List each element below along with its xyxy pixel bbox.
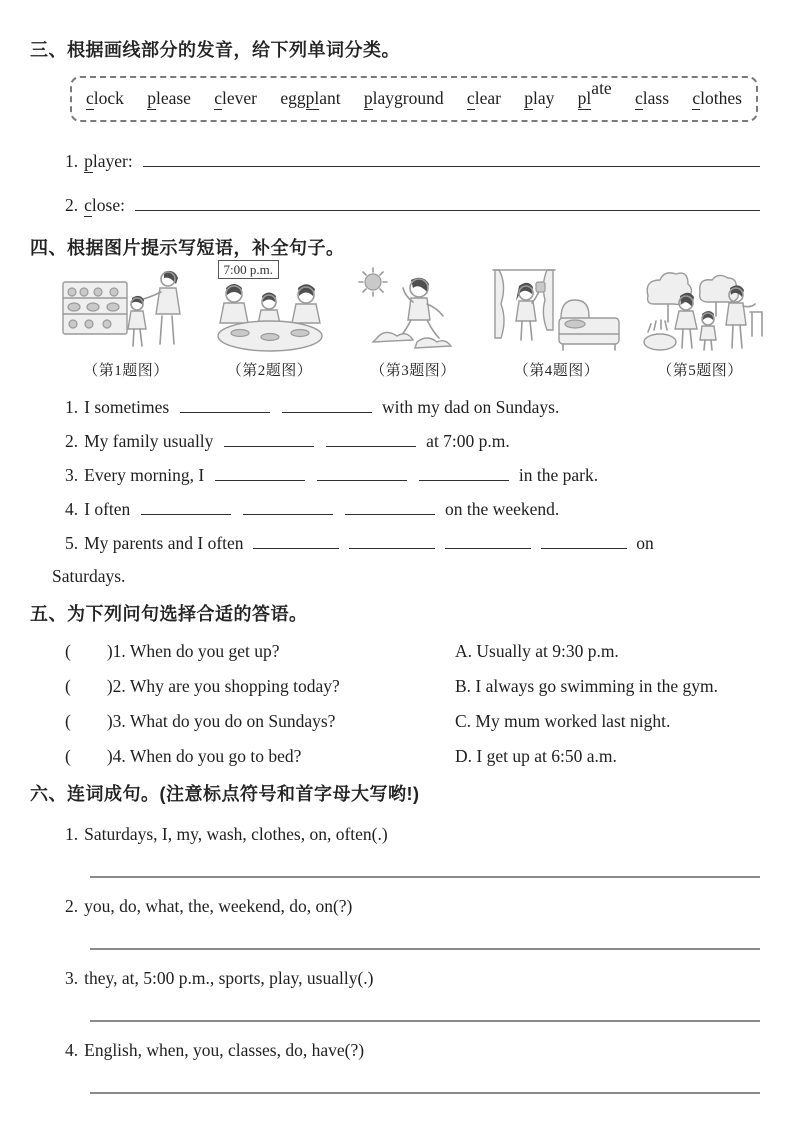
item-word-underlined: p [84, 151, 93, 171]
option-cell [455, 634, 762, 669]
sentence-pre-text: My family usually [84, 431, 218, 451]
scramble-number: 1. [65, 824, 79, 844]
figure-3 [347, 266, 479, 382]
question-cell [65, 634, 455, 669]
section3-items [30, 146, 762, 218]
section3-heading: 三、根据画线部分的发音，给下列单词分类。 [30, 40, 400, 60]
sentence-blank[interactable] [215, 465, 305, 481]
section6-heading: 六、连词成句。(注意标点符号和首字母大写哟!) [30, 784, 420, 804]
answer-line-1[interactable] [90, 876, 760, 878]
figure-5 [634, 266, 766, 382]
scramble-number: 4. [65, 1040, 79, 1060]
scramble-words: you, do, what, the, weekend, do, on(?) [84, 896, 353, 916]
sentence-number: 1. [65, 397, 79, 417]
answer-blank-line[interactable] [135, 190, 760, 211]
item-word-underlined: c [84, 195, 92, 215]
match-row-4 [65, 739, 762, 774]
answer-bracket-open: ( [65, 711, 71, 731]
word-rest: lass [642, 88, 670, 108]
figure-1 [60, 266, 192, 382]
figure-3-caption: （第3题图） [370, 363, 456, 379]
answer-bracket-close: ) [106, 676, 113, 696]
sentence-1 [65, 390, 762, 424]
sentence-post-text: in the park. [514, 465, 599, 485]
answer-bracket-open: ( [65, 641, 71, 661]
sentence-blank[interactable] [326, 431, 416, 447]
scramble-words: English, when, you, classes, do, have(?) [84, 1040, 365, 1060]
scramble-number: 2. [65, 896, 79, 916]
picture-row [60, 262, 766, 382]
sentence-blank[interactable] [419, 465, 509, 481]
word-rest: lock [93, 88, 124, 108]
sentence-number: 4. [65, 499, 79, 519]
scramble-item-2 [65, 894, 760, 918]
word-raised-part: ate [591, 78, 612, 98]
scramble-item-3 [65, 966, 760, 990]
scramble-item-1 [65, 822, 760, 846]
scramble-item-4 [65, 1038, 760, 1062]
match-row-3 [65, 704, 762, 739]
sentence-blank[interactable] [180, 397, 270, 413]
figure-4-caption: （第4题图） [513, 363, 600, 379]
scramble-number: 3. [65, 968, 79, 988]
question-cell [65, 669, 455, 704]
matching-rows [65, 634, 762, 774]
answer-blank-line[interactable] [143, 146, 760, 167]
sentence-post-text: on the weekend. [440, 499, 560, 519]
sentence-5 [65, 526, 762, 560]
option-text: C. My mum worked last night. [455, 711, 671, 731]
answer-bracket-close: ) [106, 641, 113, 661]
cleaning-bedroom-illustration [491, 266, 623, 358]
section4-sentences [65, 390, 762, 560]
option-cell [455, 669, 762, 704]
word-underlined-part: c [635, 88, 643, 108]
sentence-blank[interactable] [243, 499, 333, 515]
word-underlined-part: pl [305, 88, 320, 108]
sentence-blank[interactable] [253, 533, 339, 549]
word-1 [86, 87, 124, 109]
word-rest: lear [474, 88, 501, 108]
word-underlined-part: c [214, 88, 223, 108]
sentence-blank[interactable] [224, 431, 314, 447]
answer-bracket-close: ) [106, 711, 113, 731]
sentence-blank[interactable] [349, 533, 435, 549]
sentence-pre-text: My parents and I often [84, 533, 248, 553]
word-underlined-part: p [147, 88, 156, 108]
word-rest: lease [155, 88, 191, 108]
figure-1-caption: （第1题图） [83, 363, 169, 379]
answer-line-4[interactable] [90, 1092, 760, 1094]
word-underlined-part: c [692, 88, 701, 108]
item-number: 1. [65, 151, 79, 171]
word-pre: egg [280, 88, 306, 108]
answer-line-3[interactable] [90, 1020, 760, 1022]
option-text: A. Usually at 9:30 p.m. [455, 641, 619, 661]
sentence-pre-text: I sometimes [84, 397, 174, 417]
section6-items [30, 822, 762, 1094]
question-text: 2. Why are you shopping today? [112, 676, 340, 696]
option-text: B. I always go swimming in the gym. [455, 676, 718, 696]
word-underlined-part: p [363, 88, 373, 108]
figure-4 [491, 266, 623, 382]
word-underlined-part: p [524, 88, 533, 108]
sentence-post-text: with my dad on Sundays. [377, 397, 560, 417]
answer-bracket-open: ( [65, 746, 71, 766]
word-3 [214, 87, 257, 109]
match-row-1 [65, 634, 762, 669]
item-word-rest: layer: [92, 151, 133, 171]
sentence-blank[interactable] [445, 533, 531, 549]
figure-5-caption: （第5题图） [657, 363, 743, 379]
answer-bracket-open: ( [65, 676, 71, 696]
section5-heading: 五、为下列问句选择合适的答语。 [30, 604, 308, 624]
figure-2-caption: （第2题图） [226, 363, 313, 379]
sentence-post-text: on [631, 533, 654, 553]
word-6 [467, 87, 501, 109]
option-cell [455, 739, 762, 774]
word-underlined-part: pl [577, 88, 592, 108]
sentence-number: 5. [65, 533, 79, 553]
item-word-rest: lose: [91, 195, 125, 215]
section4-heading: 四、根据图片提示写短语，补全句子。 [30, 238, 345, 258]
word-rest: lay [532, 88, 555, 108]
question-cell [65, 739, 455, 774]
word-2 [147, 87, 191, 109]
sentence-blank[interactable] [282, 397, 372, 413]
item-word [84, 148, 133, 174]
item-number: 2. [65, 195, 79, 215]
sentence-3 [65, 458, 762, 492]
figure-2 [204, 262, 336, 382]
sentence-number: 2. [65, 431, 79, 451]
word-5 [364, 87, 444, 109]
word-rest: layground [372, 88, 444, 108]
time-sign: 7:00 p.m. [218, 260, 279, 279]
classify-item-2 [65, 190, 760, 218]
question-text: 3. What do you do on Sundays? [112, 711, 336, 731]
scramble-words: they, at, 5:00 p.m., sports, play, usually(.) [84, 968, 374, 988]
option-text: D. I get up at 6:50 a.m. [455, 746, 617, 766]
word-8 [577, 78, 612, 109]
word-9 [635, 87, 669, 109]
word-rest: lever [222, 88, 258, 108]
option-cell [455, 704, 762, 739]
question-text: 4. When do you go to bed? [112, 746, 302, 766]
question-cell [65, 704, 455, 739]
word-box [70, 76, 758, 122]
sentence-blank[interactable] [317, 465, 407, 481]
sentence-4 [65, 492, 762, 526]
family-in-park-illustration [634, 266, 766, 358]
sentence-pre-text: I often [84, 499, 135, 519]
scramble-words: Saturdays, I, my, wash, clothes, on, often(.) [84, 824, 388, 844]
sentence-number: 3. [65, 465, 79, 485]
sentence-post-text: at 7:00 p.m. [421, 431, 510, 451]
answer-line-2[interactable] [90, 948, 760, 950]
word-7 [524, 87, 554, 109]
word-4 [280, 87, 340, 109]
sentence-blank[interactable] [345, 499, 435, 515]
sentence-5-continuation: Saturdays. [52, 566, 126, 586]
sentence-pre-text: Every morning, I [84, 465, 209, 485]
word-rest: ant [319, 88, 341, 108]
sentence-blank[interactable] [541, 533, 627, 549]
word-10 [692, 87, 742, 109]
market-shopping-illustration [60, 266, 192, 358]
item-word [84, 192, 125, 218]
word-rest: lothes [700, 88, 742, 108]
classify-item-1 [65, 146, 760, 174]
answer-bracket-close: ) [106, 746, 113, 766]
word-underlined-part: c [86, 88, 94, 108]
morning-exercise-illustration [347, 266, 479, 358]
question-text: 1. When do you get up? [112, 641, 280, 661]
family-dinner-illustration [204, 266, 336, 358]
sentence-2 [65, 424, 762, 458]
match-row-2 [65, 669, 762, 704]
word-underlined-part: c [466, 88, 475, 108]
sentence-blank[interactable] [141, 499, 231, 515]
